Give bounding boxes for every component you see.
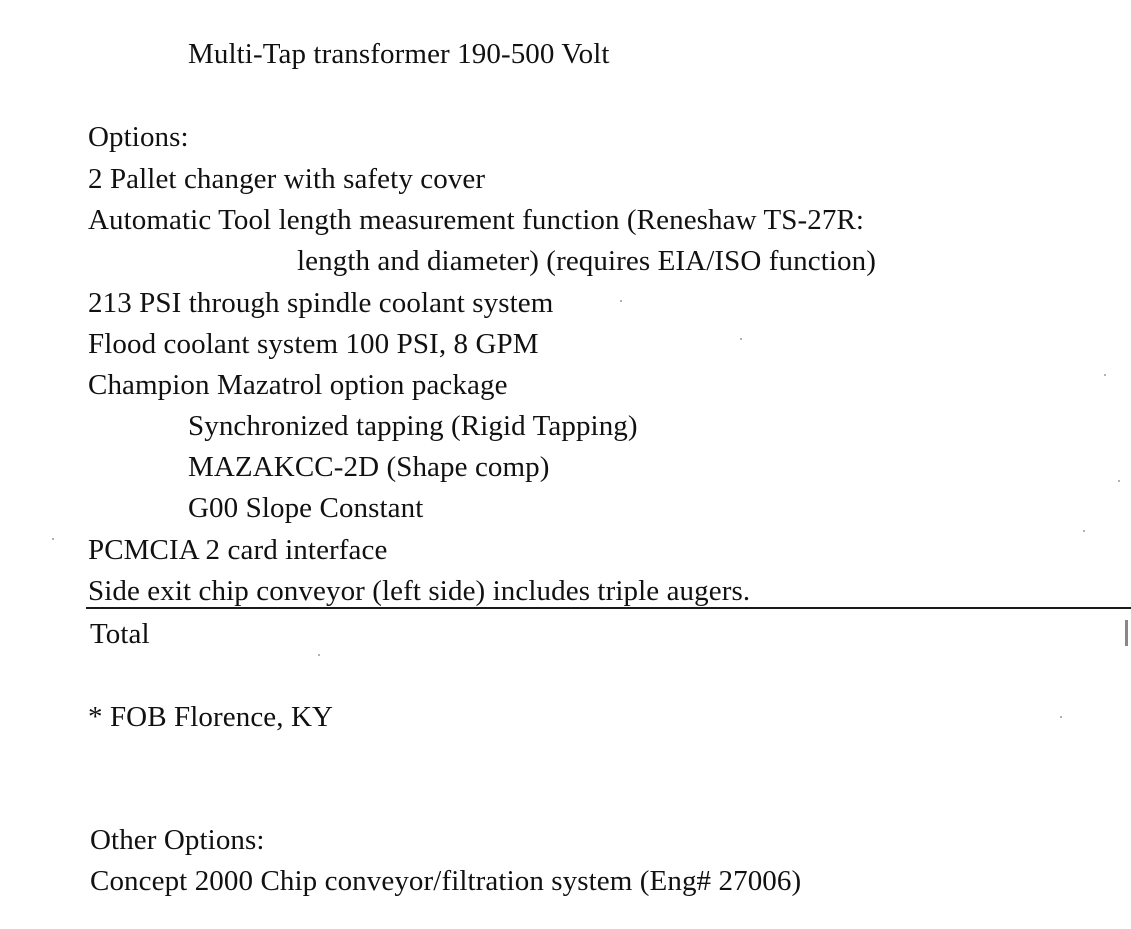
total-label: Total	[90, 618, 150, 650]
scan-speck	[1083, 530, 1085, 532]
cut-off-price-mark	[1125, 620, 1128, 646]
scan-speck	[318, 654, 320, 656]
scan-speck	[1060, 716, 1062, 718]
fob-note: * FOB Florence, KY	[88, 701, 334, 733]
sub-option-mazakcc: MAZAKCC-2D (Shape comp)	[188, 451, 550, 483]
scan-speck	[1118, 480, 1120, 482]
total-divider-rule	[86, 607, 1131, 609]
other-options-heading: Other Options:	[90, 824, 265, 856]
option-flood-coolant: Flood coolant system 100 PSI, 8 GPM	[88, 328, 539, 360]
other-option-concept-2000: Concept 2000 Chip conveyor/filtration system (Eng# 27006)	[90, 865, 802, 897]
option-pcmcia: PCMCIA 2 card interface	[88, 534, 388, 566]
options-heading: Options:	[88, 121, 189, 153]
sub-option-synchronized-tapping: Synchronized tapping (Rigid Tapping)	[188, 410, 638, 442]
option-spindle-coolant: 213 PSI through spindle coolant system	[88, 287, 554, 319]
option-pallet-changer: 2 Pallet changer with safety cover	[88, 163, 486, 195]
scan-speck	[52, 538, 54, 540]
transformer-line: Multi-Tap transformer 190-500 Volt	[188, 38, 610, 70]
sub-option-g00-slope: G00 Slope Constant	[188, 492, 424, 524]
option-champion-package: Champion Mazatrol option package	[88, 369, 508, 401]
option-chip-conveyor: Side exit chip conveyor (left side) includes triple augers.	[88, 575, 751, 607]
scan-speck	[740, 338, 742, 340]
option-tool-measurement-continued: length and diameter) (requires EIA/ISO function)	[297, 245, 876, 277]
scan-speck	[620, 300, 622, 302]
option-tool-measurement: Automatic Tool length measurement function (Reneshaw TS-27R:	[88, 204, 865, 236]
scan-speck	[1104, 374, 1106, 376]
